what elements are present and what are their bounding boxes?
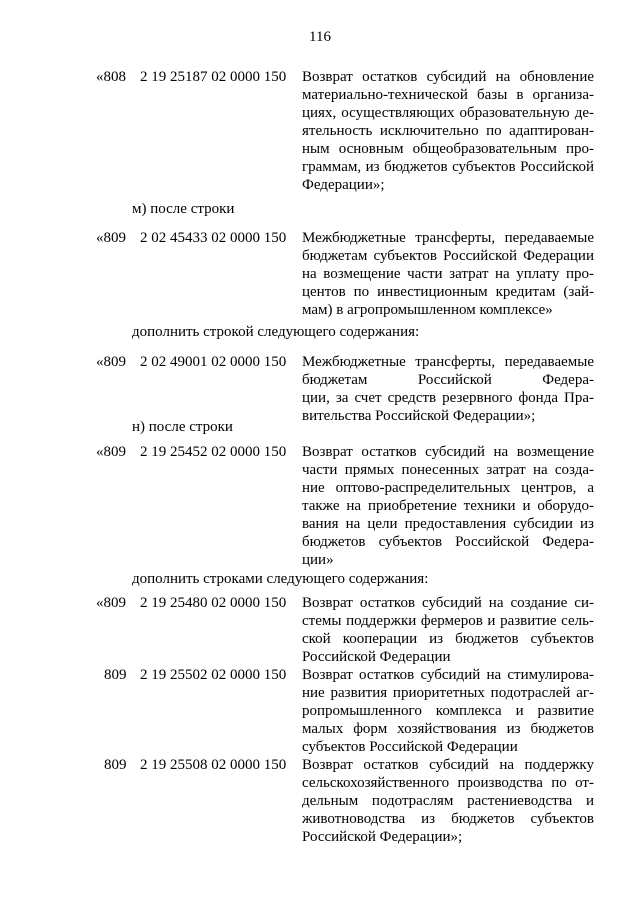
budget-classification-code: 2 19 25480 02 0000 150 — [140, 595, 287, 611]
description-line: Возврат остатков субсидий на возмещение — [302, 444, 594, 460]
entry-description — [302, 229, 594, 319]
admin-code: «809 — [96, 354, 126, 370]
description-line: Межбюджетные трансферты, передаваемые — [302, 230, 594, 246]
description-line: ции» — [302, 552, 334, 568]
admin-code: «809 — [96, 444, 126, 460]
description-line: также на приобретение техники и оборудо- — [302, 498, 594, 514]
description-line: Возврат остатков субсидий на обновление — [302, 69, 594, 85]
description-line: Российской Федерации — [302, 649, 451, 665]
entry-description — [302, 594, 594, 666]
description-line: бюджетов субъектов Российской Федера- — [302, 534, 594, 550]
description-line: мам) в агропромышленном комплексе» — [302, 302, 553, 318]
budget-classification-code: 2 19 25187 02 0000 150 — [140, 69, 287, 85]
description-line: граммам, из бюджетов субъектов Российской — [302, 159, 594, 175]
description-line: ным основным общеобразовательным про- — [302, 141, 594, 157]
description-line: ской кооперации из бюджетов субъектов — [302, 631, 594, 647]
admin-code: 809 — [104, 757, 127, 773]
description-line: материально-технической базы в организа- — [302, 87, 594, 103]
admin-code: 809 — [104, 667, 127, 683]
description-line: Возврат остатков субсидий на стимулирова- — [302, 667, 594, 683]
description-line: циях, осуществляющих образовательную де- — [302, 105, 594, 121]
entry-description — [302, 353, 594, 425]
description-line: ропромышленного комплекса и развитие — [302, 703, 594, 719]
admin-code: «809 — [96, 230, 126, 246]
amendment-instruction: дополнить строкой следующего содержания: — [132, 324, 420, 340]
description-line: вительства Российской Федерации»; — [302, 408, 536, 424]
description-line: ние развития приоритетных подотраслей аг- — [302, 685, 594, 701]
entry-description — [302, 666, 594, 756]
description-line: ции, за счет средств резервного фонда Пра- — [302, 390, 594, 406]
admin-code: «808 — [96, 69, 126, 85]
description-line: центов по инвестиционным кредитам (зай- — [302, 284, 594, 300]
amendment-instruction: дополнить строками следующего содержания: — [132, 571, 429, 587]
description-line: Возврат остатков субсидий на создание си- — [302, 595, 594, 611]
description-line: субъектов Российской Федерации — [302, 739, 518, 755]
description-line: ние оптово-распределительных центров, а — [302, 480, 594, 496]
description-line: Возврат остатков субсидий на поддержку — [302, 757, 594, 773]
description-line: сельскохозяйственного производства по от- — [302, 775, 594, 791]
budget-classification-code: 2 19 25452 02 0000 150 — [140, 444, 287, 460]
description-line: на возмещение части затрат на уплату про- — [302, 266, 594, 282]
amendment-instruction: н) после строки — [132, 419, 233, 435]
description-line: дельным подотраслям растениеводства и — [302, 793, 594, 809]
description-line: ятельность исключительно по адаптирован- — [302, 123, 594, 139]
budget-classification-code: 2 02 45433 02 0000 150 — [140, 230, 287, 246]
entry-description — [302, 756, 594, 846]
budget-classification-code: 2 19 25502 02 0000 150 — [140, 667, 287, 683]
page-number: 116 — [309, 29, 331, 45]
description-line: Российской Федерации»; — [302, 829, 463, 845]
budget-classification-code: 2 02 49001 02 0000 150 — [140, 354, 287, 370]
description-line: Межбюджетные трансферты, передаваемые — [302, 354, 594, 370]
description-line: части прямых понесенных затрат на созда- — [302, 462, 594, 478]
entry-description — [302, 68, 594, 194]
description-line: Федерации»; — [302, 177, 385, 193]
description-line: стемы поддержки фермеров и развитие сель- — [302, 613, 594, 629]
description-line: бюджетам субъектов Российской Федерации — [302, 248, 594, 264]
description-line: бюджетам Российской Федера- — [302, 372, 594, 388]
description-line: малых форм хозяйствования из бюджетов — [302, 721, 594, 737]
entry-description — [302, 443, 594, 569]
description-line: животноводства из бюджетов субъектов — [302, 811, 594, 827]
amendment-instruction: м) после строки — [132, 201, 235, 217]
budget-classification-code: 2 19 25508 02 0000 150 — [140, 757, 287, 773]
description-line: вания на цели предоставления субсидии из — [302, 516, 594, 532]
admin-code: «809 — [96, 595, 126, 611]
